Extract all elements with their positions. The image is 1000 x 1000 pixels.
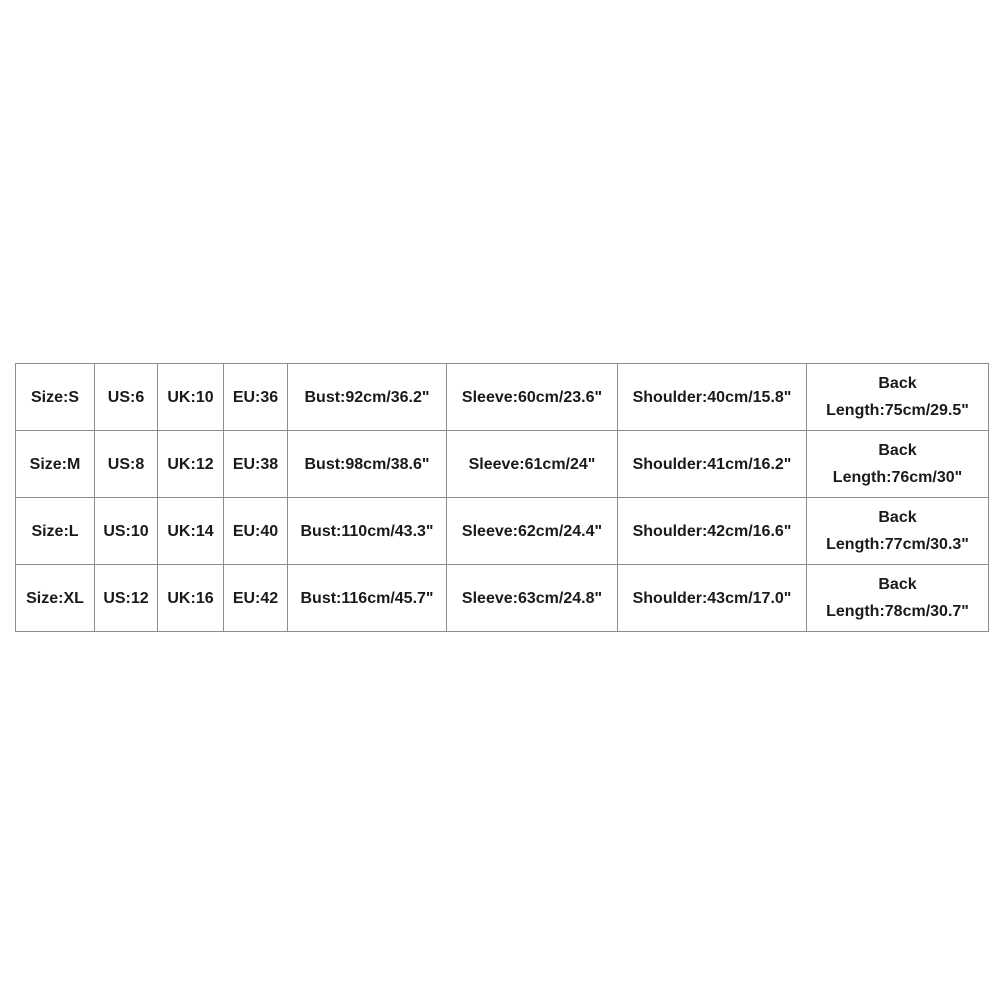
us-size-cell: US:6 [95,364,158,431]
sleeve-cell: Sleeve:63cm/24.8" [447,565,618,632]
size-cell: Size:M [16,431,95,498]
back-length-value: Length:77cm/30.3" [826,536,969,553]
back-length-cell [807,431,989,498]
table-row [16,565,989,632]
back-length-value: Length:76cm/30" [832,469,963,486]
back-length-value: Length:75cm/29.5" [826,402,969,419]
back-label: Back [878,576,917,593]
us-size-cell: US:10 [95,498,158,565]
us-size-cell: US:8 [95,431,158,498]
bust-cell: Bust:110cm/43.3" [288,498,447,565]
eu-size-cell: EU:36 [224,364,288,431]
shoulder-cell: Shoulder:43cm/17.0" [618,565,807,632]
back-label: Back [878,509,917,526]
eu-size-cell: EU:42 [224,565,288,632]
shoulder-cell: Shoulder:42cm/16.6" [618,498,807,565]
back-length-cell [807,364,989,431]
shoulder-cell: Shoulder:41cm/16.2" [618,431,807,498]
back-label: Back [878,442,917,459]
table-row [16,498,989,565]
back-length-value: Length:78cm/30.7" [826,603,969,620]
uk-size-cell: UK:12 [158,431,224,498]
size-cell: Size:S [16,364,95,431]
size-chart-table [15,363,989,632]
bust-cell: Bust:98cm/38.6" [288,431,447,498]
back-length-cell [807,498,989,565]
sleeve-cell: Sleeve:62cm/24.4" [447,498,618,565]
eu-size-cell: EU:40 [224,498,288,565]
back-label: Back [878,375,917,392]
bust-cell: Bust:116cm/45.7" [288,565,447,632]
eu-size-cell: EU:38 [224,431,288,498]
us-size-cell: US:12 [95,565,158,632]
uk-size-cell: UK:14 [158,498,224,565]
sleeve-cell: Sleeve:61cm/24" [447,431,618,498]
bust-cell: Bust:92cm/36.2" [288,364,447,431]
back-length-cell [807,565,989,632]
table-row [16,431,989,498]
table-row [16,364,989,431]
shoulder-cell: Shoulder:40cm/15.8" [618,364,807,431]
sleeve-cell: Sleeve:60cm/23.6" [447,364,618,431]
size-cell: Size:L [16,498,95,565]
size-cell: Size:XL [16,565,95,632]
uk-size-cell: UK:16 [158,565,224,632]
uk-size-cell: UK:10 [158,364,224,431]
